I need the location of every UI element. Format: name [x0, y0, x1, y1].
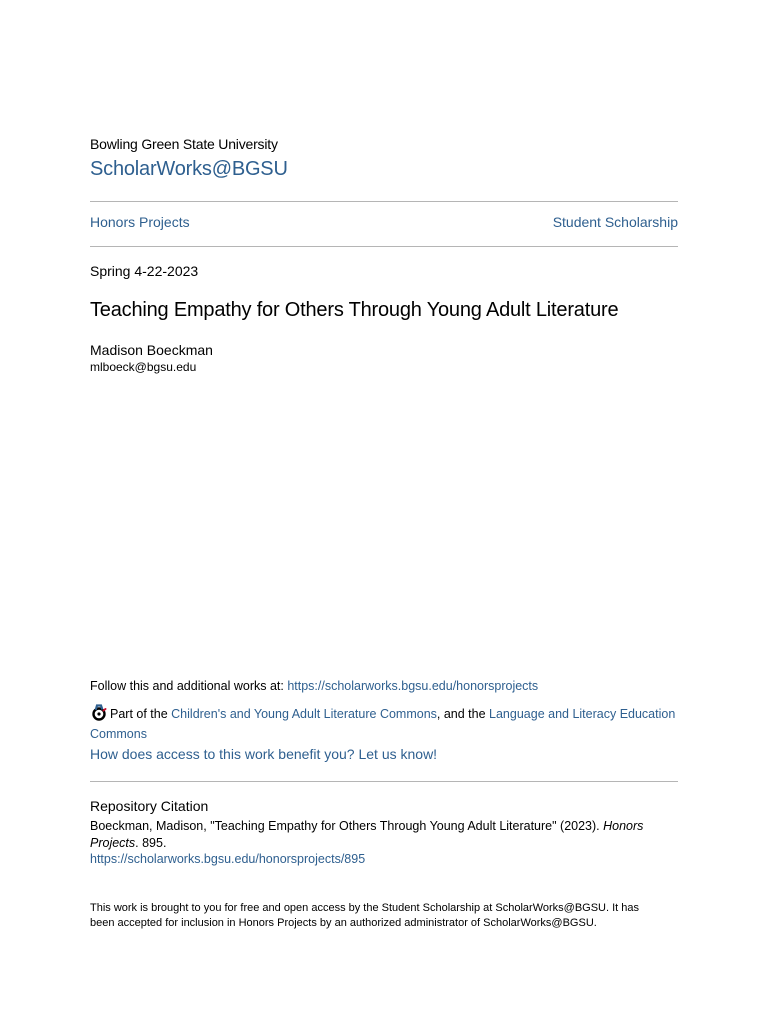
divider-nav [90, 246, 678, 247]
citation-series: Honors Projects [90, 819, 644, 850]
collection-url-link[interactable]: https://scholarworks.bgsu.edu/honorsprojects [287, 679, 539, 693]
part-of-prefix: Part of the [110, 707, 172, 721]
student-scholarship-link[interactable]: Student Scholarship [552, 214, 678, 230]
childrens-literature-commons-link[interactable]: Children's and Young Adult Literature Commons [171, 707, 437, 721]
divider-citation [90, 781, 678, 782]
citation-url-link[interactable]: https://scholarworks.bgsu.edu/honorsprojects/895 [90, 852, 366, 866]
author-name: Madison Boeckman [90, 342, 213, 358]
author-email: mlboeck@bgsu.edu [90, 360, 197, 374]
citation-text [90, 818, 660, 852]
part-of-line [90, 703, 680, 744]
honors-projects-link[interactable]: Honors Projects [90, 214, 190, 230]
open-access-icon [90, 703, 108, 721]
divider-top [90, 201, 678, 202]
citation-main: Boeckman, Madison, "Teaching Empathy for Others Through Young Adult Literature" (2023). [90, 819, 604, 833]
access-notice: This work is brought to you for free and open access by the Student Scholarship at ScholarWorks@BGSU. It has been accepted for inclusion in Honors Projects by an authorized administrator of ScholarWorks@BGSU. [90, 902, 640, 929]
follow-prefix: Follow this and additional works at: [90, 679, 288, 693]
citation-heading: Repository Citation [90, 798, 209, 814]
literacy-education-commons-link[interactable]: Language and Literacy Education Commons [90, 707, 676, 741]
citation-number: . 895. [135, 836, 167, 850]
part-of-joiner: , and the [436, 707, 490, 721]
feedback-link[interactable]: How does access to this work benefit you? Let us know! [90, 746, 438, 762]
publication-date: Spring 4-22-2023 [90, 263, 199, 279]
university-name: Bowling Green State University [90, 136, 278, 152]
document-title: Teaching Empathy for Others Through Young Adult Literature [90, 299, 619, 321]
collection-nav [90, 214, 678, 230]
repository-link[interactable]: ScholarWorks@BGSU [90, 158, 288, 180]
follow-line [90, 679, 538, 693]
